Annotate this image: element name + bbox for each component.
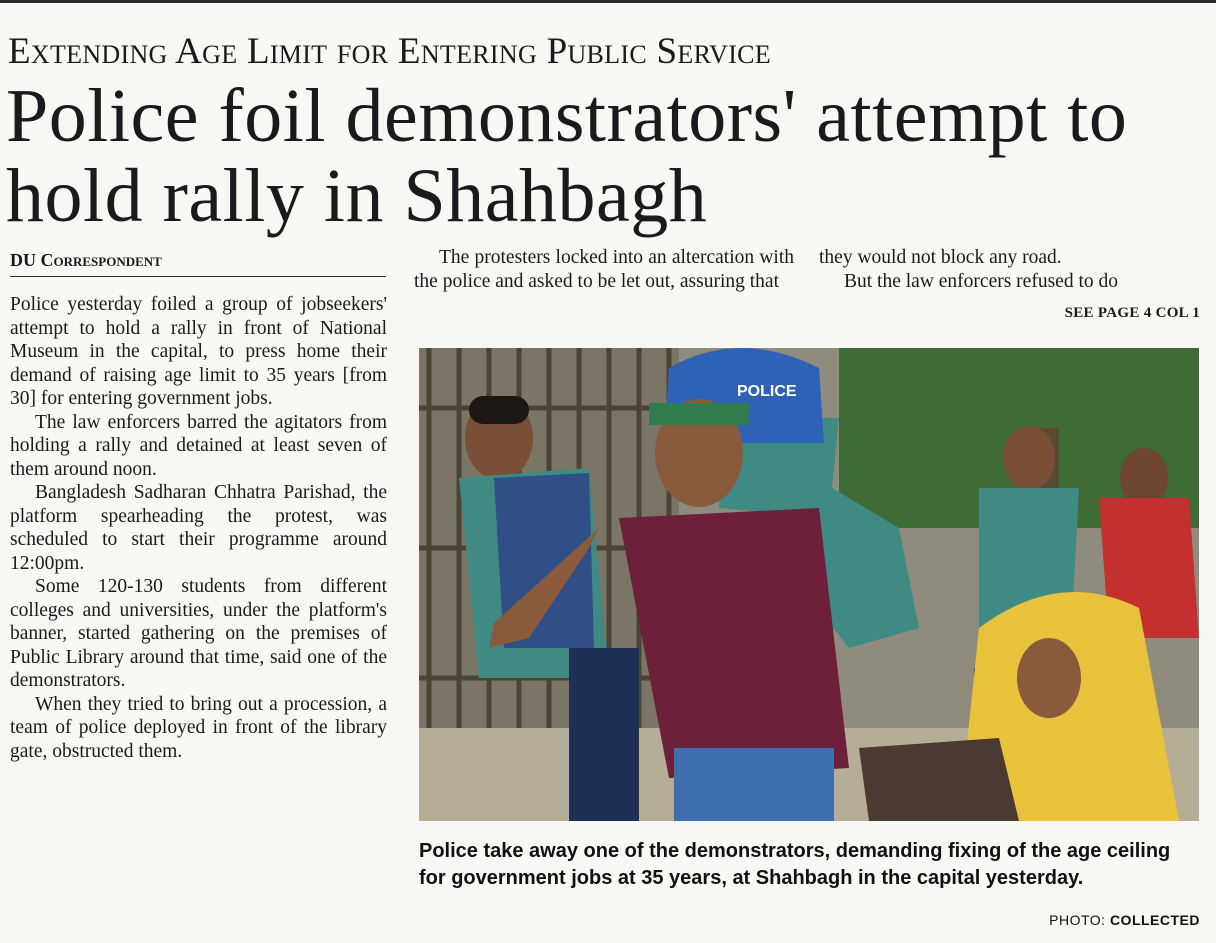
continued-reference: SEE PAGE 4 COL 1 [1064, 305, 1200, 321]
article-kicker: Extending Age Limit for Entering Public Service [8, 31, 771, 72]
photo-credit-label: PHOTO: [1049, 912, 1110, 928]
paragraph: Some 120-130 students from different colleges and universities, under the platform's banner, started gathering on the premises of Public Library around that time, said one of the demonstrators. [10, 576, 387, 691]
paragraph: Bangladesh Sadharan Chhatra Parishad, the platform spearheading the protest, was scheduled to start their programme around 12:00pm. [10, 482, 387, 574]
paragraph: But the law enforcers refused to do [844, 270, 1118, 292]
paragraph: The law enforcers barred the agitators from holding a rally and detained at least seven of them around noon. [10, 411, 387, 480]
paragraph: Police yesterday foiled a group of jobseekers' attempt to hold a rally in front of National Museum in the capital, to press home their demand of raising age limit to 35 years [from 30] for entering government jobs. [10, 294, 387, 409]
paragraph: The protesters locked into an altercation with the police and asked to be let out, assuring that [414, 247, 794, 292]
paragraph: they would not block any road. [819, 247, 1062, 268]
article-column-2 [414, 246, 794, 293]
photo-credit-source: COLLECTED [1109, 912, 1200, 928]
byline: DU Correspondent [10, 250, 386, 277]
article-headline: Police foil demonstrators' attempt to hold rally in Shahbagh [6, 74, 1128, 238]
top-rule [0, 0, 1216, 3]
paragraph: When they tried to bring out a procession, a team of police deployed in front of the library gate, obstructed them. [10, 693, 387, 762]
news-photo [419, 348, 1199, 821]
photo-credit [940, 912, 1200, 928]
article-column-1 [10, 293, 387, 763]
article-column-3 [819, 246, 1200, 293]
photo-illustration [419, 348, 1199, 821]
photo-caption: Police take away one of the demonstrators, demanding fixing of the age ceiling for government jobs at 35 years, at Shahbagh in the capital yesterday. [419, 840, 1171, 889]
helmet-police-text: POLICE [737, 383, 797, 400]
